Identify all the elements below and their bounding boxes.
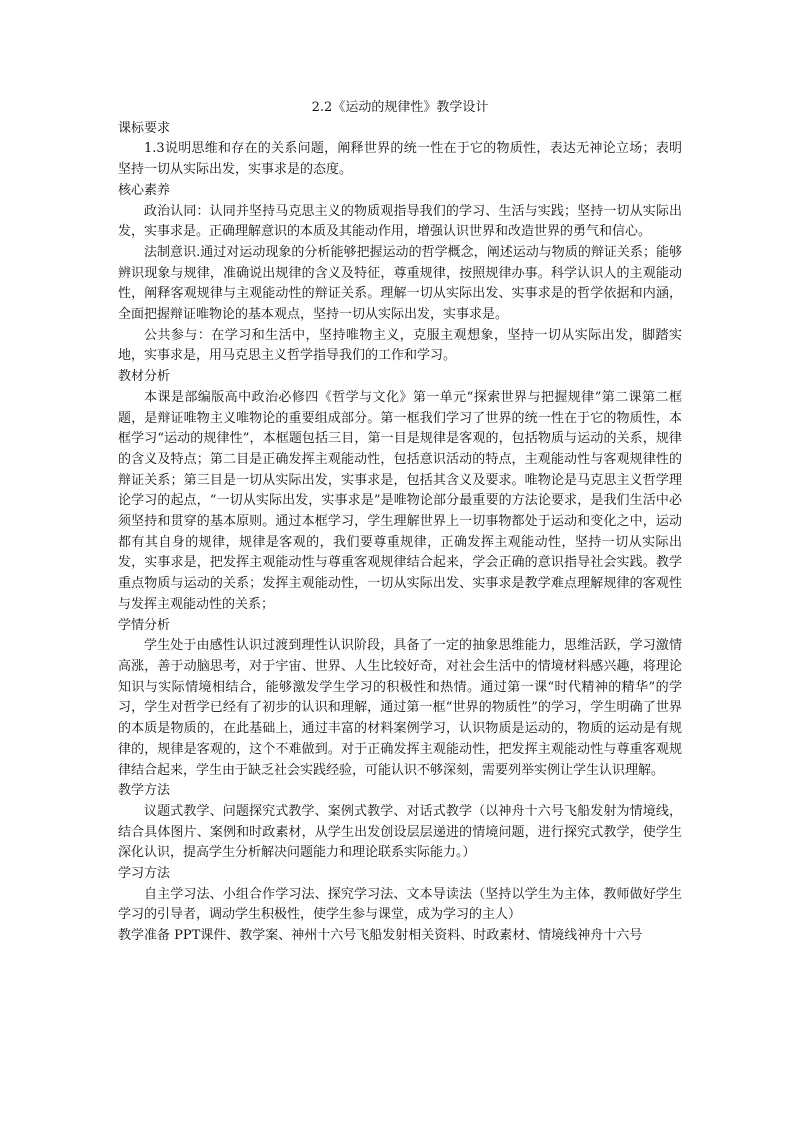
section-heading-learner-analysis: 学情分析	[118, 617, 171, 633]
section-heading-core-literacy: 核心素养	[118, 182, 171, 198]
section-heading-learning-methods: 学习方法	[118, 866, 171, 882]
core-literacy-paragraph-legal: 法制意识.通过对运动现象的分析能够把握运动的哲学概念，阐述运动与物质的辩证关系；能够辨识现象与规律，准确说出规律的含义及特征，尊重规律，按照规律办事。科学认识人的主观能动性，阐释客观规律与主观能动性的辩证关系。理解一切从实际出发、实事求是的哲学依据和内涵，全面把握辩证唯物论的基本观点，坚持一切从实际出发，实事求是。	[118, 244, 682, 323]
core-literacy-paragraph-political: 政治认同：认同并坚持马克思主义的物质观指导我们的学习、生活与实践；坚持一切从实际出发，实事求是。正确理解意识的本质及其能动作用，增强认识世界和改造世界的勇气和信心。	[118, 203, 682, 240]
core-literacy-paragraph-public: 公共参与：在学习和生活中，坚持唯物主义，克服主观想象，坚持一切从实际出发，脚踏实地，实事求是，用马克思主义哲学指导我们的工作和学习。	[118, 327, 682, 364]
section-heading-textbook-analysis: 教材分析	[118, 369, 171, 385]
curriculum-paragraph: 1.3说明思维和存在的关系问题，阐释世界的统一性在于它的物质性，表达无神论立场；表明坚持一切从实际出发，实事求是的态度。	[118, 141, 682, 178]
document-page	[118, 98, 682, 947]
learning-methods-paragraph: 自主学习法、小组合作学习法、探究学习法、文本导读法（坚持以学生为主体，教师做好学生学习的引导者，调动学生积极性，使学生参与课堂，成为学习的主人）	[118, 886, 682, 923]
document-title: 2.2《运动的规律性》教学设计	[311, 100, 489, 115]
teaching-methods-paragraph: 议题式教学、问题探究式教学、案例式教学、对话式教学（以神舟十六号飞船发射为情境线，结合具体图片、案例和时政素材，从学生出发创设层层递进的情境问题，进行探究式教学，使学生深化认识，提高学生分析解决问题能力和理论联系实际能力。）	[118, 803, 682, 861]
learner-analysis-paragraph: 学生处于由感性认识过渡到理性认识阶段，具备了一定的抽象思维能力，思维活跃，学习激情高涨，善于动脑思考，对于宇宙、世界、人生比较好奇，对社会生活中的情境材料感兴趣，将理论知识与实际情境相结合，能够激发学生学习的积极性和热情。通过第一课“时代精神的精华”的学习，学生对哲学已经有了初步的认识和理解，通过第一框“世界的物质性”的学习，学生明确了世界的本质是物质的，在此基础上，通过丰富的材料案例学习，认识物质是运动的，物质的运动是有规律的，规律是客观的，这个不难做到。对于正确发挥主观能动性，把发挥主观能动性与尊重客观规律结合起来，学生由于缺乏社会实践经验，可能认识不够深刻，需要列举实例让学生认识理解。	[118, 638, 682, 778]
textbook-analysis-paragraph: 本课是部编版高中政治必修四《哲学与文化》第一单元“探索世界与把握规律”第二课第二框题，是辩证唯物主义唯物论的重要组成部分。第一框我们学习了世界的统一性在于它的物质性，本框学习“运动的规律性”，本框题包括三目，第一目是规律是客观的，包括物质与运动的关系，规律的含义及特点；第二目是正确发挥主观能动性，包括意识活动的特点，主观能动性与客观规律性的辩证关系；第三目是一切从实际出发，实事求是，包括其含义及要求。唯物论是马克思主义哲学理论学习的起点，“一切从实际出发，实事求是”是唯物论部分最重要的方法论要求，是我们生活中必须坚持和贯穿的基本原则。通过本框学习，学生理解世界上一切事物都处于运动和变化之中，运动都有其自身的规律，规律是客观的，我们要尊重规律，正确发挥主观能动性，坚持一切从实际出发，实事求是，把发挥主观能动性与尊重客观规律结合起来，学会正确的意识指导社会实践。教学重点物质与运动的关系；发挥主观能动性，一切从实际出发、实事求是教学难点理解规律的客观性与发挥主观能动性的关系；	[118, 389, 682, 612]
teaching-preparation-line: 教学准备 PPT课件、教学案、神州十六号飞船发射相关资料、时政素材、情境线神舟十六号	[118, 928, 643, 944]
section-heading-curriculum: 课标要求	[118, 120, 171, 136]
section-heading-teaching-methods: 教学方法	[118, 783, 171, 799]
